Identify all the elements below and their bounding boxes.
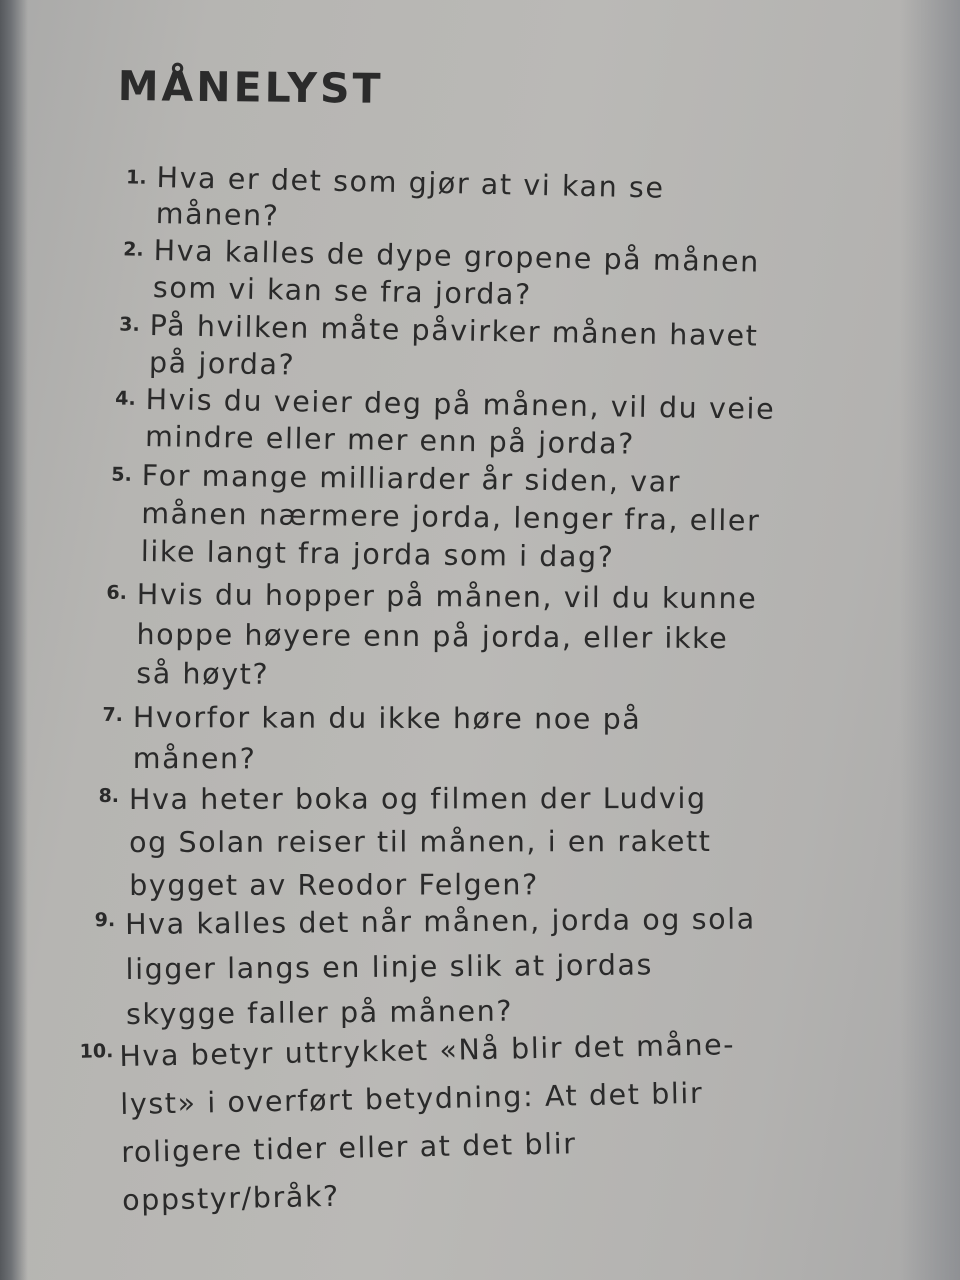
question-number: 3. [119, 313, 140, 336]
question-item [119, 307, 850, 393]
question-item [94, 896, 826, 1037]
question-item [102, 697, 833, 781]
question-text: Hva kalles det når månen, jorda og sola ligger langs en linje slik at jordas skygge faller på månen? [125, 902, 756, 1031]
question-number: 7. [102, 703, 123, 726]
page-title: MÅNELYST [117, 62, 384, 113]
question-text: På hvilken måte påvirker månen havet på jorda? [148, 308, 759, 382]
question-item [111, 457, 842, 580]
question-item [98, 777, 829, 907]
question-item [79, 1020, 823, 1225]
question-text: Hva kalles de dype gropene på månen som vi kan se fra jorda? [152, 233, 761, 312]
question-number: 5. [111, 463, 132, 486]
question-text: Hva er det som gjør at vi kan se månen? [155, 160, 665, 233]
question-text: For mange milliarder år siden, var månen nærmere jorda, lenger fra, eller like langt fra jorda som i dag? [140, 458, 761, 574]
question-item [115, 381, 846, 466]
question-item [106, 575, 837, 698]
question-number: 10. [79, 1040, 114, 1063]
question-item [122, 232, 854, 319]
question-number: 1. [125, 166, 147, 189]
question-number: 2. [122, 238, 144, 261]
question-text: Hvis du hopper på månen, vil du kunne hoppe høyere enn på jorda, eller ikke så høyt? [136, 577, 758, 691]
question-text: Hva heter boka og filmen der Ludvig og Solan reiser til månen, i en rakett bygget av Reodor Felgen? [129, 781, 712, 902]
question-text: Hva betyr uttrykket «Nå blir det måne- lyst» i overført betydning: At det blir roligere tider eller at det blir oppstyr/bråk? [119, 1028, 736, 1217]
question-text: Hvis du veier deg på månen, vil du veie mindre eller mer enn på jorda? [144, 382, 776, 461]
question-number: 4. [115, 387, 136, 410]
question-text: Hvorfor kan du ikke høre noe på månen? [132, 701, 642, 776]
question-number: 9. [94, 909, 116, 932]
question-number: 6. [106, 581, 127, 604]
question-number: 8. [98, 785, 120, 808]
